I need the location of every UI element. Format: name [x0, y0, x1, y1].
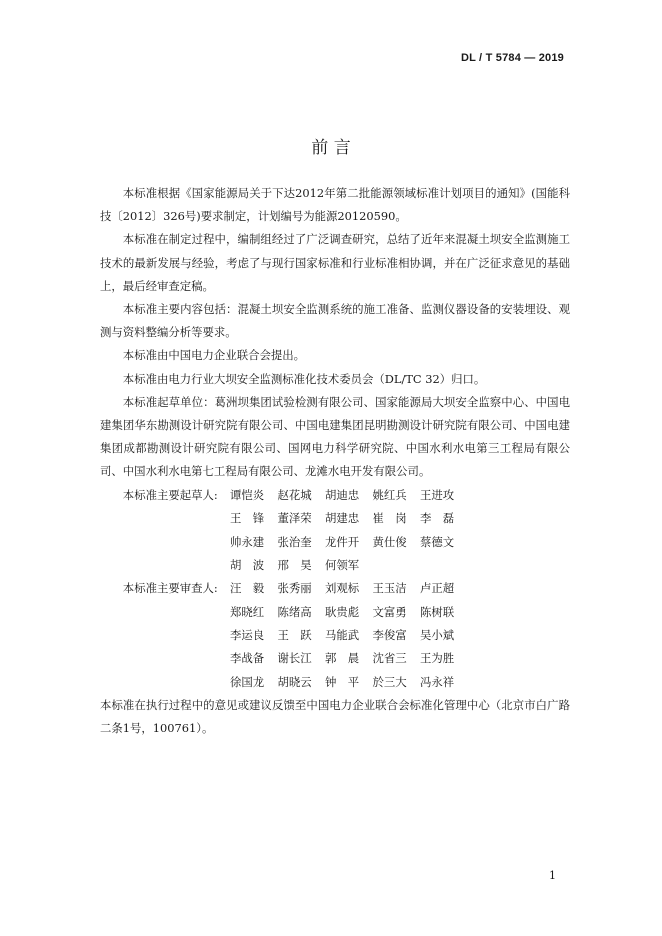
drafter-name: 蔡德文	[420, 534, 455, 549]
foreword-body	[100, 182, 570, 741]
reviewers-label: 本标准主要审查人:	[122, 581, 218, 596]
reviewer-name: 钟 平	[325, 674, 360, 689]
reviewer-name: 汪 毅	[230, 581, 265, 596]
drafter-name: 帅永建	[230, 534, 265, 549]
drafter-name: 王 锋	[230, 511, 265, 526]
reviewer-name: 王 跃	[277, 628, 312, 643]
paragraph: 本标准起草单位：葛洲坝集团试验检测有限公司、国家能源局大坝安全监察中心、中国电建集团华东勘测设计研究院有限公司、中国电建集团昆明勘测设计研究院有限公司、中国电建集团成都勘测设计研究院有限公司、国网电力科学研究院、中国水利水电第三工程局有限公司、中国水利水电第七工程局有限公司、龙滩水电开发有限公司。	[100, 394, 570, 479]
drafters-row	[100, 554, 570, 577]
drafter-name: 张治奎	[277, 534, 312, 549]
reviewer-name: 王为胜	[420, 651, 455, 666]
drafter-name: 谭恺炎	[230, 487, 265, 502]
drafter-name: 姚红兵	[372, 487, 407, 502]
reviewer-name: 刘观标	[325, 581, 360, 596]
reviewers-row	[100, 577, 570, 600]
reviewer-name: 陈绪高	[277, 604, 312, 619]
drafter-name: 黄仕俊	[372, 534, 407, 549]
reviewer-name: 陈树联	[420, 604, 455, 619]
paragraph: 本标准由电力行业大坝安全监测标准化技术委员会（DL/TC 32）归口。	[122, 371, 486, 386]
drafter-name: 邢 昊	[277, 557, 312, 572]
reviewer-name: 张秀丽	[277, 581, 312, 596]
reviewer-name: 马能武	[325, 628, 360, 643]
reviewer-name: 徐国龙	[230, 674, 265, 689]
reviewer-name: 李运良	[230, 628, 265, 643]
drafters-row	[100, 484, 570, 507]
feedback-note: 本标准在执行过程中的意见或建议反馈至中国电力企业联合会标准化管理中心（北京市白广路二条1号，100761）。	[100, 698, 570, 736]
reviewer-name: 於三大	[372, 674, 407, 689]
page-number: 1	[549, 869, 556, 882]
page-title: 前 言	[311, 138, 351, 158]
reviewers-row	[100, 671, 570, 694]
drafter-name: 李 磊	[420, 511, 455, 526]
paragraph: 本标准根据《国家能源局关于下达2012年第二批能源领域标准计划项目的通知》(国能科技〔2012〕326号)要求制定，计划编号为能源20120590。	[100, 186, 570, 224]
reviewer-name: 谢长江	[277, 651, 312, 666]
reviewers-list	[100, 577, 570, 694]
paragraph: 本标准由中国电力企业联合会提出。	[122, 348, 306, 363]
drafter-name: 何领军	[325, 557, 360, 572]
reviewers-row	[100, 647, 570, 670]
paragraph: 本标准主要内容包括：混凝土坝安全监测系统的施工准备、监测仪器设备的安装埋设、观测与资料整编分析等要求。	[100, 302, 570, 340]
reviewer-name: 耿贵彪	[325, 604, 360, 619]
drafter-name: 崔 岗	[372, 511, 407, 526]
drafter-name: 龙件开	[325, 534, 360, 549]
drafter-name: 胡 波	[230, 557, 265, 572]
reviewer-name: 沈省三	[372, 651, 407, 666]
reviewer-name: 冯永祥	[420, 674, 455, 689]
reviewer-name: 卢正超	[420, 581, 455, 596]
reviewer-name: 郑晓红	[230, 604, 265, 619]
reviewer-name: 李俊富	[372, 628, 407, 643]
reviewers-row	[100, 624, 570, 647]
reviewer-name: 胡晓云	[277, 674, 312, 689]
drafters-list	[100, 484, 570, 578]
reviewer-name: 李战备	[230, 651, 265, 666]
reviewer-name: 郭 晨	[325, 651, 360, 666]
drafters-label: 本标准主要起草人:	[122, 487, 218, 502]
reviewers-row	[100, 601, 570, 624]
reviewer-name: 王玉洁	[372, 581, 407, 596]
paragraph: 本标准在制定过程中，编制组经过了广泛调查研究，总结了近年来混凝土坝安全监测施工技术的最新发展与经验，考虑了与现行国家标准和行业标准相协调，并在广泛征求意见的基础上，最后经审查定稿。	[100, 232, 570, 293]
standard-code: DL / T 5784 — 2019	[460, 52, 564, 64]
drafter-name: 王进攻	[420, 487, 455, 502]
reviewer-name: 吴小斌	[420, 628, 455, 643]
drafter-name: 董泽荣	[277, 511, 312, 526]
drafter-name: 胡迪忠	[325, 487, 360, 502]
drafters-row	[100, 530, 570, 553]
drafter-name: 胡建忠	[325, 511, 360, 526]
reviewer-name: 文富勇	[372, 604, 407, 619]
drafter-name: 赵花城	[277, 487, 312, 502]
drafters-row	[100, 507, 570, 530]
